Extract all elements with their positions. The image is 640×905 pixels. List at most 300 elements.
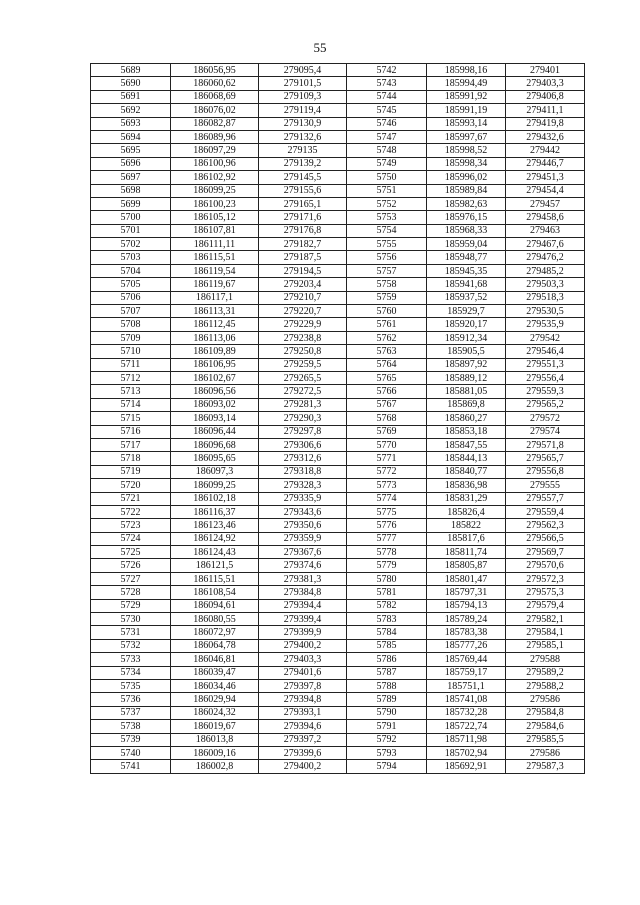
table-cell-x-coordinate: 186024,32: [171, 706, 259, 719]
table-cell-point-number: 5755: [347, 238, 427, 251]
table-cell-x-coordinate: 186115,51: [171, 251, 259, 264]
table-cell-y-coordinate: 279584,6: [506, 720, 585, 733]
table-cell-y-coordinate: 279458,6: [506, 211, 585, 224]
table-cell-y-coordinate: 279194,5: [259, 264, 347, 277]
table-cell-y-coordinate: 279587,3: [506, 760, 585, 773]
table-cell-y-coordinate: 279384,8: [259, 586, 347, 599]
table-cell-point-number: 5716: [91, 425, 171, 438]
table-cell-y-coordinate: 279220,7: [259, 305, 347, 318]
table-cell-y-coordinate: 279406,8: [506, 90, 585, 103]
table-cell-y-coordinate: 279546,4: [506, 345, 585, 358]
table-cell-y-coordinate: 279343,6: [259, 505, 347, 518]
table-row: [91, 278, 585, 291]
table-cell-point-number: 5705: [91, 278, 171, 291]
table-cell-x-coordinate: 185998,16: [427, 64, 506, 77]
table-cell-x-coordinate: 186097,3: [171, 465, 259, 478]
table-cell-x-coordinate: 186119,54: [171, 264, 259, 277]
table-cell-y-coordinate: 279442: [506, 144, 585, 157]
table-row: [91, 653, 585, 666]
table-cell-point-number: 5779: [347, 559, 427, 572]
table-cell-x-coordinate: 186105,12: [171, 211, 259, 224]
table-cell-x-coordinate: 185741,08: [427, 693, 506, 706]
table-cell-x-coordinate: 186089,96: [171, 130, 259, 143]
table-cell-x-coordinate: 185897,92: [427, 358, 506, 371]
table-cell-y-coordinate: 279559,4: [506, 505, 585, 518]
table-cell-x-coordinate: 186115,51: [171, 572, 259, 585]
table-cell-x-coordinate: 186124,92: [171, 532, 259, 545]
table-cell-point-number: 5735: [91, 679, 171, 692]
table-cell-x-coordinate: 185751,1: [427, 679, 506, 692]
table-cell-point-number: 5793: [347, 746, 427, 759]
table-cell-x-coordinate: 186097,29: [171, 144, 259, 157]
table-cell-y-coordinate: 279401,6: [259, 666, 347, 679]
table-cell-point-number: 5762: [347, 331, 427, 344]
table-cell-y-coordinate: 279400,2: [259, 760, 347, 773]
table-cell-point-number: 5713: [91, 385, 171, 398]
table-cell-y-coordinate: 279503,3: [506, 278, 585, 291]
table-cell-y-coordinate: 279393,1: [259, 706, 347, 719]
table-cell-point-number: 5765: [347, 371, 427, 384]
table-cell-x-coordinate: 186080,55: [171, 613, 259, 626]
table-cell-point-number: 5689: [91, 64, 171, 77]
table-cell-y-coordinate: 279411,1: [506, 104, 585, 117]
table-row: [91, 305, 585, 318]
table-cell-x-coordinate: 185847,55: [427, 438, 506, 451]
table-row: [91, 398, 585, 411]
table-cell-y-coordinate: 279187,5: [259, 251, 347, 264]
table-cell-point-number: 5752: [347, 197, 427, 210]
table-cell-x-coordinate: 185836,98: [427, 479, 506, 492]
table-cell-x-coordinate: 186112,45: [171, 318, 259, 331]
table-cell-point-number: 5767: [347, 398, 427, 411]
table-cell-y-coordinate: 279476,2: [506, 251, 585, 264]
table-cell-point-number: 5788: [347, 679, 427, 692]
table-cell-y-coordinate: 279359,9: [259, 532, 347, 545]
table-cell-y-coordinate: 279565,7: [506, 452, 585, 465]
table-cell-x-coordinate: 185811,74: [427, 546, 506, 559]
table-cell-point-number: 5746: [347, 117, 427, 130]
table-cell-y-coordinate: 279572,3: [506, 572, 585, 585]
table-cell-point-number: 5737: [91, 706, 171, 719]
table-row: [91, 666, 585, 679]
table-cell-point-number: 5751: [347, 184, 427, 197]
table-cell-x-coordinate: 185998,52: [427, 144, 506, 157]
table-cell-y-coordinate: 279589,2: [506, 666, 585, 679]
table-row: [91, 345, 585, 358]
table-cell-y-coordinate: 279229,9: [259, 318, 347, 331]
table-cell-y-coordinate: 279265,5: [259, 371, 347, 384]
table-row: [91, 733, 585, 746]
table-cell-x-coordinate: 186113,31: [171, 305, 259, 318]
table-cell-point-number: 5708: [91, 318, 171, 331]
table-row: [91, 599, 585, 612]
table-cell-point-number: 5743: [347, 77, 427, 90]
table-cell-y-coordinate: 279584,8: [506, 706, 585, 719]
table-cell-point-number: 5718: [91, 452, 171, 465]
table-cell-point-number: 5699: [91, 197, 171, 210]
table-cell-y-coordinate: 279542: [506, 331, 585, 344]
table-cell-point-number: 5757: [347, 264, 427, 277]
table-cell-y-coordinate: 279139,2: [259, 157, 347, 170]
table-cell-y-coordinate: 279367,6: [259, 546, 347, 559]
table-cell-y-coordinate: 279374,6: [259, 559, 347, 572]
table-cell-y-coordinate: 279571,8: [506, 438, 585, 451]
table-cell-point-number: 5697: [91, 171, 171, 184]
table-cell-x-coordinate: 185996,02: [427, 171, 506, 184]
table-row: [91, 412, 585, 425]
table-cell-point-number: 5777: [347, 532, 427, 545]
table-cell-y-coordinate: 279518,3: [506, 291, 585, 304]
table-cell-x-coordinate: 185759,17: [427, 666, 506, 679]
table-row: [91, 358, 585, 371]
table-cell-point-number: 5750: [347, 171, 427, 184]
table-cell-x-coordinate: 185869,8: [427, 398, 506, 411]
table-cell-y-coordinate: 279586: [506, 693, 585, 706]
table-cell-x-coordinate: 185982,63: [427, 197, 506, 210]
table-cell-x-coordinate: 186108,54: [171, 586, 259, 599]
table-cell-x-coordinate: 185959,04: [427, 238, 506, 251]
table-row: [91, 184, 585, 197]
table-cell-y-coordinate: 279570,6: [506, 559, 585, 572]
table-cell-x-coordinate: 186082,87: [171, 117, 259, 130]
table-cell-point-number: 5733: [91, 653, 171, 666]
table-cell-y-coordinate: 279467,6: [506, 238, 585, 251]
table-cell-point-number: 5760: [347, 305, 427, 318]
table-row: [91, 224, 585, 237]
table-cell-x-coordinate: 186109,89: [171, 345, 259, 358]
table-cell-point-number: 5776: [347, 519, 427, 532]
table-cell-point-number: 5722: [91, 505, 171, 518]
table-cell-point-number: 5734: [91, 666, 171, 679]
table-cell-point-number: 5754: [347, 224, 427, 237]
table-cell-x-coordinate: 185905,5: [427, 345, 506, 358]
table-cell-y-coordinate: 279551,3: [506, 358, 585, 371]
table-cell-x-coordinate: 186119,67: [171, 278, 259, 291]
table-cell-y-coordinate: 279101,5: [259, 77, 347, 90]
table-cell-x-coordinate: 185732,28: [427, 706, 506, 719]
table-cell-y-coordinate: 279569,7: [506, 546, 585, 559]
table-cell-y-coordinate: 279485,2: [506, 264, 585, 277]
table-cell-y-coordinate: 279556,8: [506, 465, 585, 478]
table-cell-y-coordinate: 279381,3: [259, 572, 347, 585]
table-row: [91, 505, 585, 518]
table-cell-y-coordinate: 279463: [506, 224, 585, 237]
table-cell-x-coordinate: 185769,44: [427, 653, 506, 666]
table-cell-point-number: 5732: [91, 639, 171, 652]
table-cell-y-coordinate: 279155,6: [259, 184, 347, 197]
table-cell-x-coordinate: 185801,47: [427, 572, 506, 585]
table-cell-y-coordinate: 279572: [506, 412, 585, 425]
table-row: [91, 746, 585, 759]
table-cell-y-coordinate: 279588,2: [506, 679, 585, 692]
table-row: [91, 693, 585, 706]
table-cell-point-number: 5702: [91, 238, 171, 251]
table-cell-point-number: 5712: [91, 371, 171, 384]
table-cell-point-number: 5724: [91, 532, 171, 545]
table-row: [91, 613, 585, 626]
table-row: [91, 157, 585, 170]
table-cell-y-coordinate: 279535,9: [506, 318, 585, 331]
table-row: [91, 318, 585, 331]
table-cell-y-coordinate: 279399,9: [259, 626, 347, 639]
table-cell-point-number: 5694: [91, 130, 171, 143]
table-cell-point-number: 5690: [91, 77, 171, 90]
table-row: [91, 130, 585, 143]
table-cell-x-coordinate: 186009,16: [171, 746, 259, 759]
table-cell-y-coordinate: 279132,6: [259, 130, 347, 143]
table-cell-x-coordinate: 186096,56: [171, 385, 259, 398]
table-cell-y-coordinate: 279328,3: [259, 479, 347, 492]
table-row: [91, 465, 585, 478]
table-cell-point-number: 5782: [347, 599, 427, 612]
table-cell-y-coordinate: 279401: [506, 64, 585, 77]
table-row: [91, 211, 585, 224]
table-cell-x-coordinate: 185822: [427, 519, 506, 532]
table-cell-y-coordinate: 279579,4: [506, 599, 585, 612]
table-cell-point-number: 5701: [91, 224, 171, 237]
table-cell-y-coordinate: 279556,4: [506, 371, 585, 384]
table-cell-x-coordinate: 186102,18: [171, 492, 259, 505]
table-cell-y-coordinate: 279145,5: [259, 171, 347, 184]
table-cell-y-coordinate: 279397,2: [259, 733, 347, 746]
table-cell-x-coordinate: 185889,12: [427, 371, 506, 384]
table-row: [91, 385, 585, 398]
table-cell-point-number: 5771: [347, 452, 427, 465]
table-cell-y-coordinate: 279394,6: [259, 720, 347, 733]
table-cell-x-coordinate: 185722,74: [427, 720, 506, 733]
table-cell-point-number: 5736: [91, 693, 171, 706]
table-cell-point-number: 5775: [347, 505, 427, 518]
table-cell-x-coordinate: 185881,05: [427, 385, 506, 398]
table-cell-point-number: 5763: [347, 345, 427, 358]
table-cell-x-coordinate: 185702,94: [427, 746, 506, 759]
table-cell-x-coordinate: 186019,67: [171, 720, 259, 733]
table-cell-point-number: 5784: [347, 626, 427, 639]
table-cell-y-coordinate: 279250,8: [259, 345, 347, 358]
table-cell-y-coordinate: 279585,5: [506, 733, 585, 746]
table-cell-x-coordinate: 185844,13: [427, 452, 506, 465]
table-cell-point-number: 5691: [91, 90, 171, 103]
table-cell-x-coordinate: 186096,44: [171, 425, 259, 438]
table-cell-point-number: 5707: [91, 305, 171, 318]
table-cell-x-coordinate: 186099,25: [171, 184, 259, 197]
table-cell-x-coordinate: 185937,52: [427, 291, 506, 304]
table-cell-y-coordinate: 279399,6: [259, 746, 347, 759]
table-cell-x-coordinate: 185777,26: [427, 639, 506, 652]
table-row: [91, 264, 585, 277]
table-cell-point-number: 5714: [91, 398, 171, 411]
table-row: [91, 519, 585, 532]
table-cell-y-coordinate: 279586: [506, 746, 585, 759]
table-cell-point-number: 5727: [91, 572, 171, 585]
table-cell-y-coordinate: 279403,3: [506, 77, 585, 90]
table-row: [91, 371, 585, 384]
table-cell-x-coordinate: 185692,91: [427, 760, 506, 773]
table-cell-x-coordinate: 186113,06: [171, 331, 259, 344]
table-cell-y-coordinate: 279109,3: [259, 90, 347, 103]
table-cell-y-coordinate: 279399,4: [259, 613, 347, 626]
table-row: [91, 626, 585, 639]
table-cell-x-coordinate: 185789,24: [427, 613, 506, 626]
table-cell-point-number: 5759: [347, 291, 427, 304]
table-cell-y-coordinate: 279565,2: [506, 398, 585, 411]
table-cell-y-coordinate: 279584,1: [506, 626, 585, 639]
table-cell-y-coordinate: 279306,6: [259, 438, 347, 451]
table-cell-y-coordinate: 279555: [506, 479, 585, 492]
table-cell-y-coordinate: 279335,9: [259, 492, 347, 505]
table-cell-x-coordinate: 186093,02: [171, 398, 259, 411]
page-number: 55: [313, 40, 327, 55]
table-cell-x-coordinate: 185945,35: [427, 264, 506, 277]
table-cell-y-coordinate: 279259,5: [259, 358, 347, 371]
table-cell-point-number: 5766: [347, 385, 427, 398]
table-cell-point-number: 5695: [91, 144, 171, 157]
table-cell-x-coordinate: 185991,92: [427, 90, 506, 103]
table-cell-x-coordinate: 185860,27: [427, 412, 506, 425]
table-cell-point-number: 5740: [91, 746, 171, 759]
table-cell-x-coordinate: 186094,61: [171, 599, 259, 612]
table-cell-point-number: 5753: [347, 211, 427, 224]
table-cell-point-number: 5700: [91, 211, 171, 224]
table-cell-point-number: 5786: [347, 653, 427, 666]
table-cell-x-coordinate: 186096,68: [171, 438, 259, 451]
table-cell-y-coordinate: 279394,8: [259, 693, 347, 706]
table-cell-y-coordinate: 279457: [506, 197, 585, 210]
table-row: [91, 492, 585, 505]
table-row: [91, 586, 585, 599]
table-cell-point-number: 5742: [347, 64, 427, 77]
table-cell-x-coordinate: 186124,43: [171, 546, 259, 559]
table-cell-x-coordinate: 185711,98: [427, 733, 506, 746]
table-cell-y-coordinate: 279403,3: [259, 653, 347, 666]
table-cell-x-coordinate: 185991,19: [427, 104, 506, 117]
table-cell-x-coordinate: 185826,4: [427, 505, 506, 518]
table-row: [91, 706, 585, 719]
table-cell-point-number: 5770: [347, 438, 427, 451]
table-cell-x-coordinate: 186123,46: [171, 519, 259, 532]
table-cell-x-coordinate: 185941,68: [427, 278, 506, 291]
table-cell-point-number: 5719: [91, 465, 171, 478]
table-cell-y-coordinate: 279135: [259, 144, 347, 157]
table-cell-x-coordinate: 186068,69: [171, 90, 259, 103]
table-cell-point-number: 5741: [91, 760, 171, 773]
table-cell-x-coordinate: 186116,37: [171, 505, 259, 518]
table-cell-y-coordinate: 279397,8: [259, 679, 347, 692]
table-cell-point-number: 5715: [91, 412, 171, 425]
table-cell-y-coordinate: 279557,7: [506, 492, 585, 505]
table-cell-y-coordinate: 279176,8: [259, 224, 347, 237]
table-cell-y-coordinate: 279559,3: [506, 385, 585, 398]
table-cell-x-coordinate: 186039,47: [171, 666, 259, 679]
table-cell-y-coordinate: 279432,6: [506, 130, 585, 143]
table-cell-point-number: 5744: [347, 90, 427, 103]
table-row: [91, 679, 585, 692]
table-cell-x-coordinate: 186100,23: [171, 197, 259, 210]
table-cell-y-coordinate: 279451,3: [506, 171, 585, 184]
coordinates-table-body: [91, 64, 585, 774]
table-cell-x-coordinate: 186046,81: [171, 653, 259, 666]
table-cell-point-number: 5711: [91, 358, 171, 371]
table-cell-point-number: 5748: [347, 144, 427, 157]
table-cell-point-number: 5769: [347, 425, 427, 438]
table-cell-y-coordinate: 279171,6: [259, 211, 347, 224]
table-row: [91, 251, 585, 264]
table-cell-point-number: 5730: [91, 613, 171, 626]
table-cell-point-number: 5726: [91, 559, 171, 572]
table-cell-x-coordinate: 185853,18: [427, 425, 506, 438]
table-cell-point-number: 5780: [347, 572, 427, 585]
table-cell-point-number: 5729: [91, 599, 171, 612]
table-row: [91, 144, 585, 157]
table-cell-point-number: 5781: [347, 586, 427, 599]
table-cell-y-coordinate: 279238,8: [259, 331, 347, 344]
table-cell-point-number: 5728: [91, 586, 171, 599]
table-cell-point-number: 5791: [347, 720, 427, 733]
table-cell-y-coordinate: 279130,9: [259, 117, 347, 130]
table-cell-x-coordinate: 186013,8: [171, 733, 259, 746]
table-row: [91, 64, 585, 77]
table-cell-y-coordinate: 279574: [506, 425, 585, 438]
table-cell-point-number: 5704: [91, 264, 171, 277]
table-cell-x-coordinate: 185994,49: [427, 77, 506, 90]
table-row: [91, 452, 585, 465]
table-cell-y-coordinate: 279562,3: [506, 519, 585, 532]
table-cell-x-coordinate: 186064,78: [171, 639, 259, 652]
table-cell-y-coordinate: 279446,7: [506, 157, 585, 170]
table-row: [91, 425, 585, 438]
table-cell-y-coordinate: 279272,5: [259, 385, 347, 398]
table-row: [91, 291, 585, 304]
table-cell-point-number: 5764: [347, 358, 427, 371]
table-cell-point-number: 5721: [91, 492, 171, 505]
table-cell-x-coordinate: 186100,96: [171, 157, 259, 170]
table-row: [91, 572, 585, 585]
table-cell-point-number: 5789: [347, 693, 427, 706]
table-cell-x-coordinate: 185929,7: [427, 305, 506, 318]
table-cell-x-coordinate: 186076,02: [171, 104, 259, 117]
table-row: [91, 331, 585, 344]
table-cell-x-coordinate: 185998,34: [427, 157, 506, 170]
table-cell-x-coordinate: 186107,81: [171, 224, 259, 237]
table-row: [91, 104, 585, 117]
table-cell-x-coordinate: 186093,14: [171, 412, 259, 425]
table-cell-point-number: 5773: [347, 479, 427, 492]
table-cell-x-coordinate: 185840,77: [427, 465, 506, 478]
table-cell-point-number: 5738: [91, 720, 171, 733]
table-cell-point-number: 5739: [91, 733, 171, 746]
table-cell-point-number: 5710: [91, 345, 171, 358]
table-row: [91, 639, 585, 652]
table-cell-x-coordinate: 185920,17: [427, 318, 506, 331]
table-cell-x-coordinate: 185976,15: [427, 211, 506, 224]
table-cell-x-coordinate: 185948,77: [427, 251, 506, 264]
table-cell-x-coordinate: 186034,46: [171, 679, 259, 692]
table-row: [91, 479, 585, 492]
table-cell-y-coordinate: 279394,4: [259, 599, 347, 612]
table-cell-y-coordinate: 279419,8: [506, 117, 585, 130]
table-cell-x-coordinate: 186029,94: [171, 693, 259, 706]
table-cell-y-coordinate: 279575,3: [506, 586, 585, 599]
table-cell-point-number: 5749: [347, 157, 427, 170]
table-cell-x-coordinate: 185993,14: [427, 117, 506, 130]
table-cell-x-coordinate: 186111,11: [171, 238, 259, 251]
table-cell-y-coordinate: 279400,2: [259, 639, 347, 652]
table-cell-y-coordinate: 279454,4: [506, 184, 585, 197]
table-row: [91, 532, 585, 545]
table-cell-point-number: 5706: [91, 291, 171, 304]
table-cell-point-number: 5790: [347, 706, 427, 719]
table-cell-y-coordinate: 279297,8: [259, 425, 347, 438]
